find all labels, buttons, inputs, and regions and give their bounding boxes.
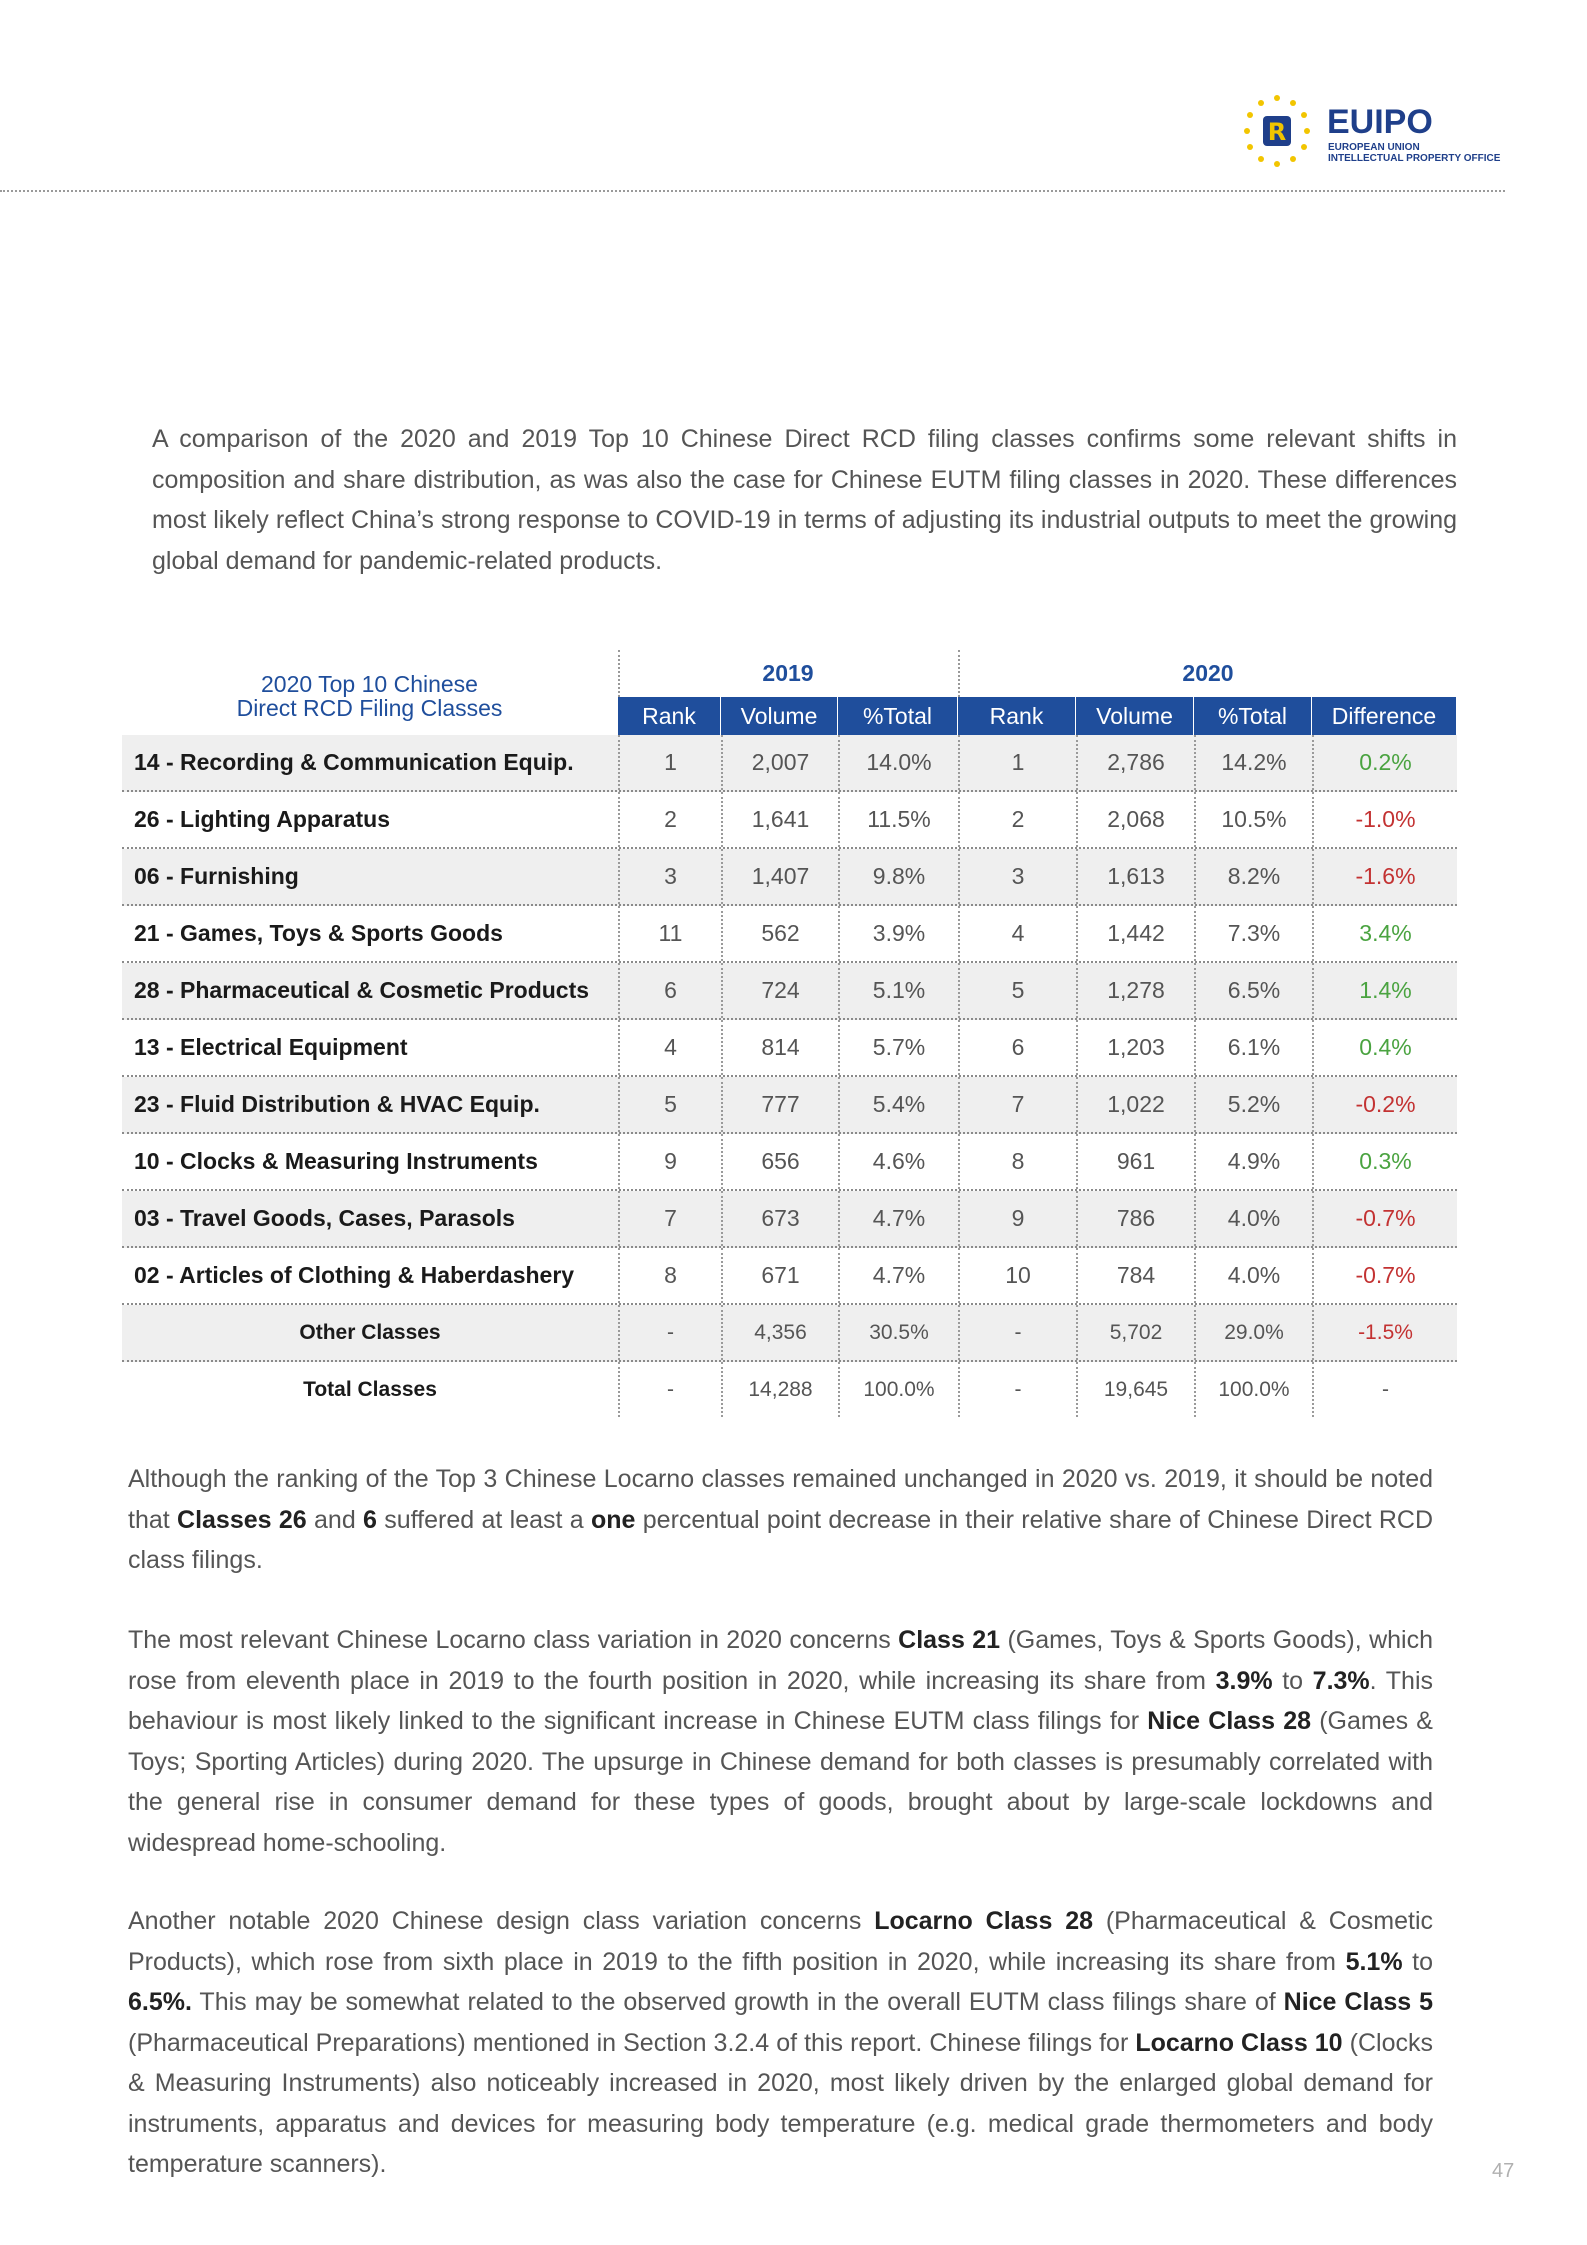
rank-2019-cell: 2 xyxy=(618,792,721,847)
difference-cell: -0.2% xyxy=(1312,1077,1457,1132)
volume-2020-cell: 1,278 xyxy=(1076,963,1194,1018)
pct-2019-cell: 9.8% xyxy=(838,849,958,904)
pct-2020-cell: 10.5% xyxy=(1194,792,1312,847)
pct-2019-cell: 14.0% xyxy=(838,735,958,790)
difference-cell: -0.7% xyxy=(1312,1248,1457,1303)
pct-2020-cell: 4.0% xyxy=(1194,1248,1312,1303)
pct-2020-cell: 5.2% xyxy=(1194,1077,1312,1132)
volume-2020-cell: 5,702 xyxy=(1076,1305,1194,1360)
rank-2020-cell: 10 xyxy=(958,1248,1076,1303)
difference-cell: 0.2% xyxy=(1312,735,1457,790)
total-classes-row xyxy=(122,1362,1457,1419)
pct-2019-cell: 5.7% xyxy=(838,1020,958,1075)
table-row xyxy=(122,963,1457,1020)
pct-2019-cell: 4.7% xyxy=(838,1191,958,1246)
class-label-cell: 14 - Recording & Communication Equip. xyxy=(134,749,574,775)
difference-cell: 0.3% xyxy=(1312,1134,1457,1189)
volume-2020-cell: 2,786 xyxy=(1076,735,1194,790)
difference-cell: -1.6% xyxy=(1312,849,1457,904)
difference-cell: -0.7% xyxy=(1312,1191,1457,1246)
pct-2019-cell: 100.0% xyxy=(838,1362,958,1417)
col-volume-2019: Volume xyxy=(721,697,838,735)
class-label-cell: 28 - Pharmaceutical & Cosmetic Products xyxy=(134,977,590,1003)
col-pct-2019: %Total xyxy=(838,697,958,735)
euipo-logo xyxy=(1235,92,1515,172)
rank-2019-cell: 7 xyxy=(618,1191,721,1246)
table-row xyxy=(122,792,1457,849)
class-label-cell: Other Classes xyxy=(299,1321,441,1344)
table-row xyxy=(122,1248,1457,1305)
svg-text:R: R xyxy=(1267,118,1287,146)
col-rank-2019: Rank xyxy=(618,697,721,735)
class-label-cell: 02 - Articles of Clothing & Haberdashery xyxy=(134,1262,575,1288)
col-rank-2020: Rank xyxy=(958,697,1076,735)
class-label-cell: 21 - Games, Toys & Sports Goods xyxy=(134,920,503,946)
paragraph-class21: The most relevant Chinese Locarno class variation in 2020 concerns Class 21 (Games, Toys & Sports Goods), which rose from eleventh place in 2019 to the fourth position in 2020, while increasing its share from 3.9% to 7.3%. This behaviour is most likely linked to the significant increase in Chinese EUTM class filings for Nice Class 28 (Games & Toys; Sporting Articles) during 2020. The upsurge in Chinese demand for both classes is presumably correlated with the general rise in consumer demand for these types of goods, brought about by large-scale lockdowns and widespread home-schooling. xyxy=(128,1626,1434,1857)
difference-cell: 3.4% xyxy=(1312,906,1457,961)
rank-2020-cell: - xyxy=(958,1305,1076,1360)
volume-2019-cell: 562 xyxy=(721,906,838,961)
pct-2019-cell: 30.5% xyxy=(838,1305,958,1360)
difference-cell: -1.5% xyxy=(1312,1305,1457,1360)
class-label-cell: 23 - Fluid Distribution & HVAC Equip. xyxy=(134,1091,540,1117)
table-row xyxy=(122,849,1457,906)
col-pct-2020: %Total xyxy=(1194,697,1312,735)
volume-2020-cell: 786 xyxy=(1076,1191,1194,1246)
rank-2019-cell: 11 xyxy=(618,906,721,961)
difference-cell: 1.4% xyxy=(1312,963,1457,1018)
rank-2020-cell: 6 xyxy=(958,1020,1076,1075)
volume-2020-cell: 2,068 xyxy=(1076,792,1194,847)
volume-2020-cell: 1,203 xyxy=(1076,1020,1194,1075)
rank-2019-cell: 5 xyxy=(618,1077,721,1132)
other-classes-row xyxy=(122,1305,1457,1362)
year-2020-header: 2020 xyxy=(1182,660,1234,686)
pct-2019-cell: 5.4% xyxy=(838,1077,958,1132)
table-row xyxy=(122,1077,1457,1134)
rank-2020-cell: 4 xyxy=(958,906,1076,961)
table-title: 2020 Top 10 Chinese Direct RCD Filing Classes xyxy=(236,671,503,721)
volume-2019-cell: 724 xyxy=(721,963,838,1018)
pct-2020-cell: 7.3% xyxy=(1194,906,1312,961)
pct-2020-cell: 6.1% xyxy=(1194,1020,1312,1075)
pct-2020-cell: 8.2% xyxy=(1194,849,1312,904)
table-row xyxy=(122,1191,1457,1248)
class-label-cell: 06 - Furnishing xyxy=(134,863,299,889)
pct-2020-cell: 4.9% xyxy=(1194,1134,1312,1189)
volume-2020-cell: 961 xyxy=(1076,1134,1194,1189)
volume-2019-cell: 2,007 xyxy=(721,735,838,790)
rank-2019-cell: 3 xyxy=(618,849,721,904)
difference-cell: 0.4% xyxy=(1312,1020,1457,1075)
pct-2020-cell: 4.0% xyxy=(1194,1191,1312,1246)
class-label-cell: 26 - Lighting Apparatus xyxy=(134,806,390,832)
pct-2020-cell: 29.0% xyxy=(1194,1305,1312,1360)
page-number: 47 xyxy=(1492,2160,1515,2182)
volume-2019-cell: 1,407 xyxy=(721,849,838,904)
rank-2019-cell: - xyxy=(618,1305,721,1360)
rank-2019-cell: 4 xyxy=(618,1020,721,1075)
volume-2019-cell: 673 xyxy=(721,1191,838,1246)
rank-2019-cell: 8 xyxy=(618,1248,721,1303)
year-2019-header: 2019 xyxy=(762,660,814,686)
table-row xyxy=(122,735,1457,792)
volume-2020-cell: 1,022 xyxy=(1076,1077,1194,1132)
intro-paragraph: A comparison of the 2020 and 2019 Top 10 Chinese Direct RCD filing classes confirms some relevant shifts in composition and share distribution, as was also the case for Chinese EUTM filing classes in 2020. These differences most likely reflect China’s strong response to COVID-19 in terms of adjusting its industrial outputs to meet the growing global demand for pandemic-related products. xyxy=(152,425,1457,575)
class-label-cell: Total Classes xyxy=(303,1378,437,1401)
pct-2020-cell: 14.2% xyxy=(1194,735,1312,790)
rank-2020-cell: 2 xyxy=(958,792,1076,847)
volume-2020-cell: 784 xyxy=(1076,1248,1194,1303)
rank-2019-cell: 9 xyxy=(618,1134,721,1189)
volume-2019-cell: 814 xyxy=(721,1020,838,1075)
rank-2020-cell: 8 xyxy=(958,1134,1076,1189)
table-row xyxy=(122,1134,1457,1191)
pct-2019-cell: 5.1% xyxy=(838,963,958,1018)
euipo-emblem-icon xyxy=(1235,92,1319,172)
volume-2020-cell: 19,645 xyxy=(1076,1362,1194,1417)
rank-2019-cell: - xyxy=(618,1362,721,1417)
pct-2020-cell: 6.5% xyxy=(1194,963,1312,1018)
column-header-bar xyxy=(618,697,1456,735)
pct-2019-cell: 4.6% xyxy=(838,1134,958,1189)
volume-2019-cell: 656 xyxy=(721,1134,838,1189)
col-volume-2020: Volume xyxy=(1076,697,1194,735)
rank-2020-cell: 9 xyxy=(958,1191,1076,1246)
rank-2020-cell: 1 xyxy=(958,735,1076,790)
volume-2019-cell: 1,641 xyxy=(721,792,838,847)
rank-2020-cell: 3 xyxy=(958,849,1076,904)
volume-2019-cell: 671 xyxy=(721,1248,838,1303)
rank-2019-cell: 6 xyxy=(618,963,721,1018)
volume-2020-cell: 1,442 xyxy=(1076,906,1194,961)
col-difference: Difference xyxy=(1331,703,1437,729)
logo-wordmark: EUIPO xyxy=(1327,103,1433,141)
difference-cell: -1.0% xyxy=(1312,792,1457,847)
rank-2020-cell: 7 xyxy=(958,1077,1076,1132)
class-label-cell: 03 - Travel Goods, Cases, Parasols xyxy=(134,1205,515,1231)
table-row xyxy=(122,1020,1457,1077)
pct-2019-cell: 3.9% xyxy=(838,906,958,961)
volume-2019-cell: 4,356 xyxy=(721,1305,838,1360)
pct-2020-cell: 100.0% xyxy=(1194,1362,1312,1417)
paragraph-top3: Although the ranking of the Top 3 Chinese Locarno classes remained unchanged in 2020 vs. 2019, it should be noted that Classes 26 and 6 suffered at least a one percentual point decrease in their relative share of Chinese Direct RCD class filings. xyxy=(128,1465,1434,1574)
volume-2019-cell: 777 xyxy=(721,1077,838,1132)
pct-2019-cell: 4.7% xyxy=(838,1248,958,1303)
class-label-cell: 13 - Electrical Equipment xyxy=(134,1034,408,1060)
pct-2019-cell: 11.5% xyxy=(838,792,958,847)
difference-cell: - xyxy=(1312,1362,1457,1417)
volume-2019-cell: 14,288 xyxy=(721,1362,838,1417)
rank-2019-cell: 1 xyxy=(618,735,721,790)
volume-2020-cell: 1,613 xyxy=(1076,849,1194,904)
header-divider xyxy=(0,190,1505,192)
rank-2020-cell: 5 xyxy=(958,963,1076,1018)
rank-2020-cell: - xyxy=(958,1362,1076,1417)
paragraph-class28: Another notable 2020 Chinese design class variation concerns Locarno Class 28 (Pharmaceutical & Cosmetic Products), which rose from sixth place in 2019 to the fifth position in 2020, while increasing its share from 5.1% to 6.5%. This may be somewhat related to the observed growth in the overall EUTM class filings share of Nice Class 5 (Pharmaceutical Preparations) mentioned in Section 3.2.4 of this report. Chinese filings for Locarno Class 10 (Clocks & Measuring Instruments) also noticeably increased in 2020, most likely driven by the enlarged global demand for instruments, apparatus and devices for measuring body temperature (e.g. medical grade thermometers and body temperature scanners). xyxy=(128,1907,1433,2178)
table-row xyxy=(122,906,1457,963)
logo-subtitle: EUROPEAN UNION INTELLECTUAL PROPERTY OFFICE xyxy=(1328,142,1501,164)
class-label-cell: 10 - Clocks & Measuring Instruments xyxy=(134,1148,538,1174)
